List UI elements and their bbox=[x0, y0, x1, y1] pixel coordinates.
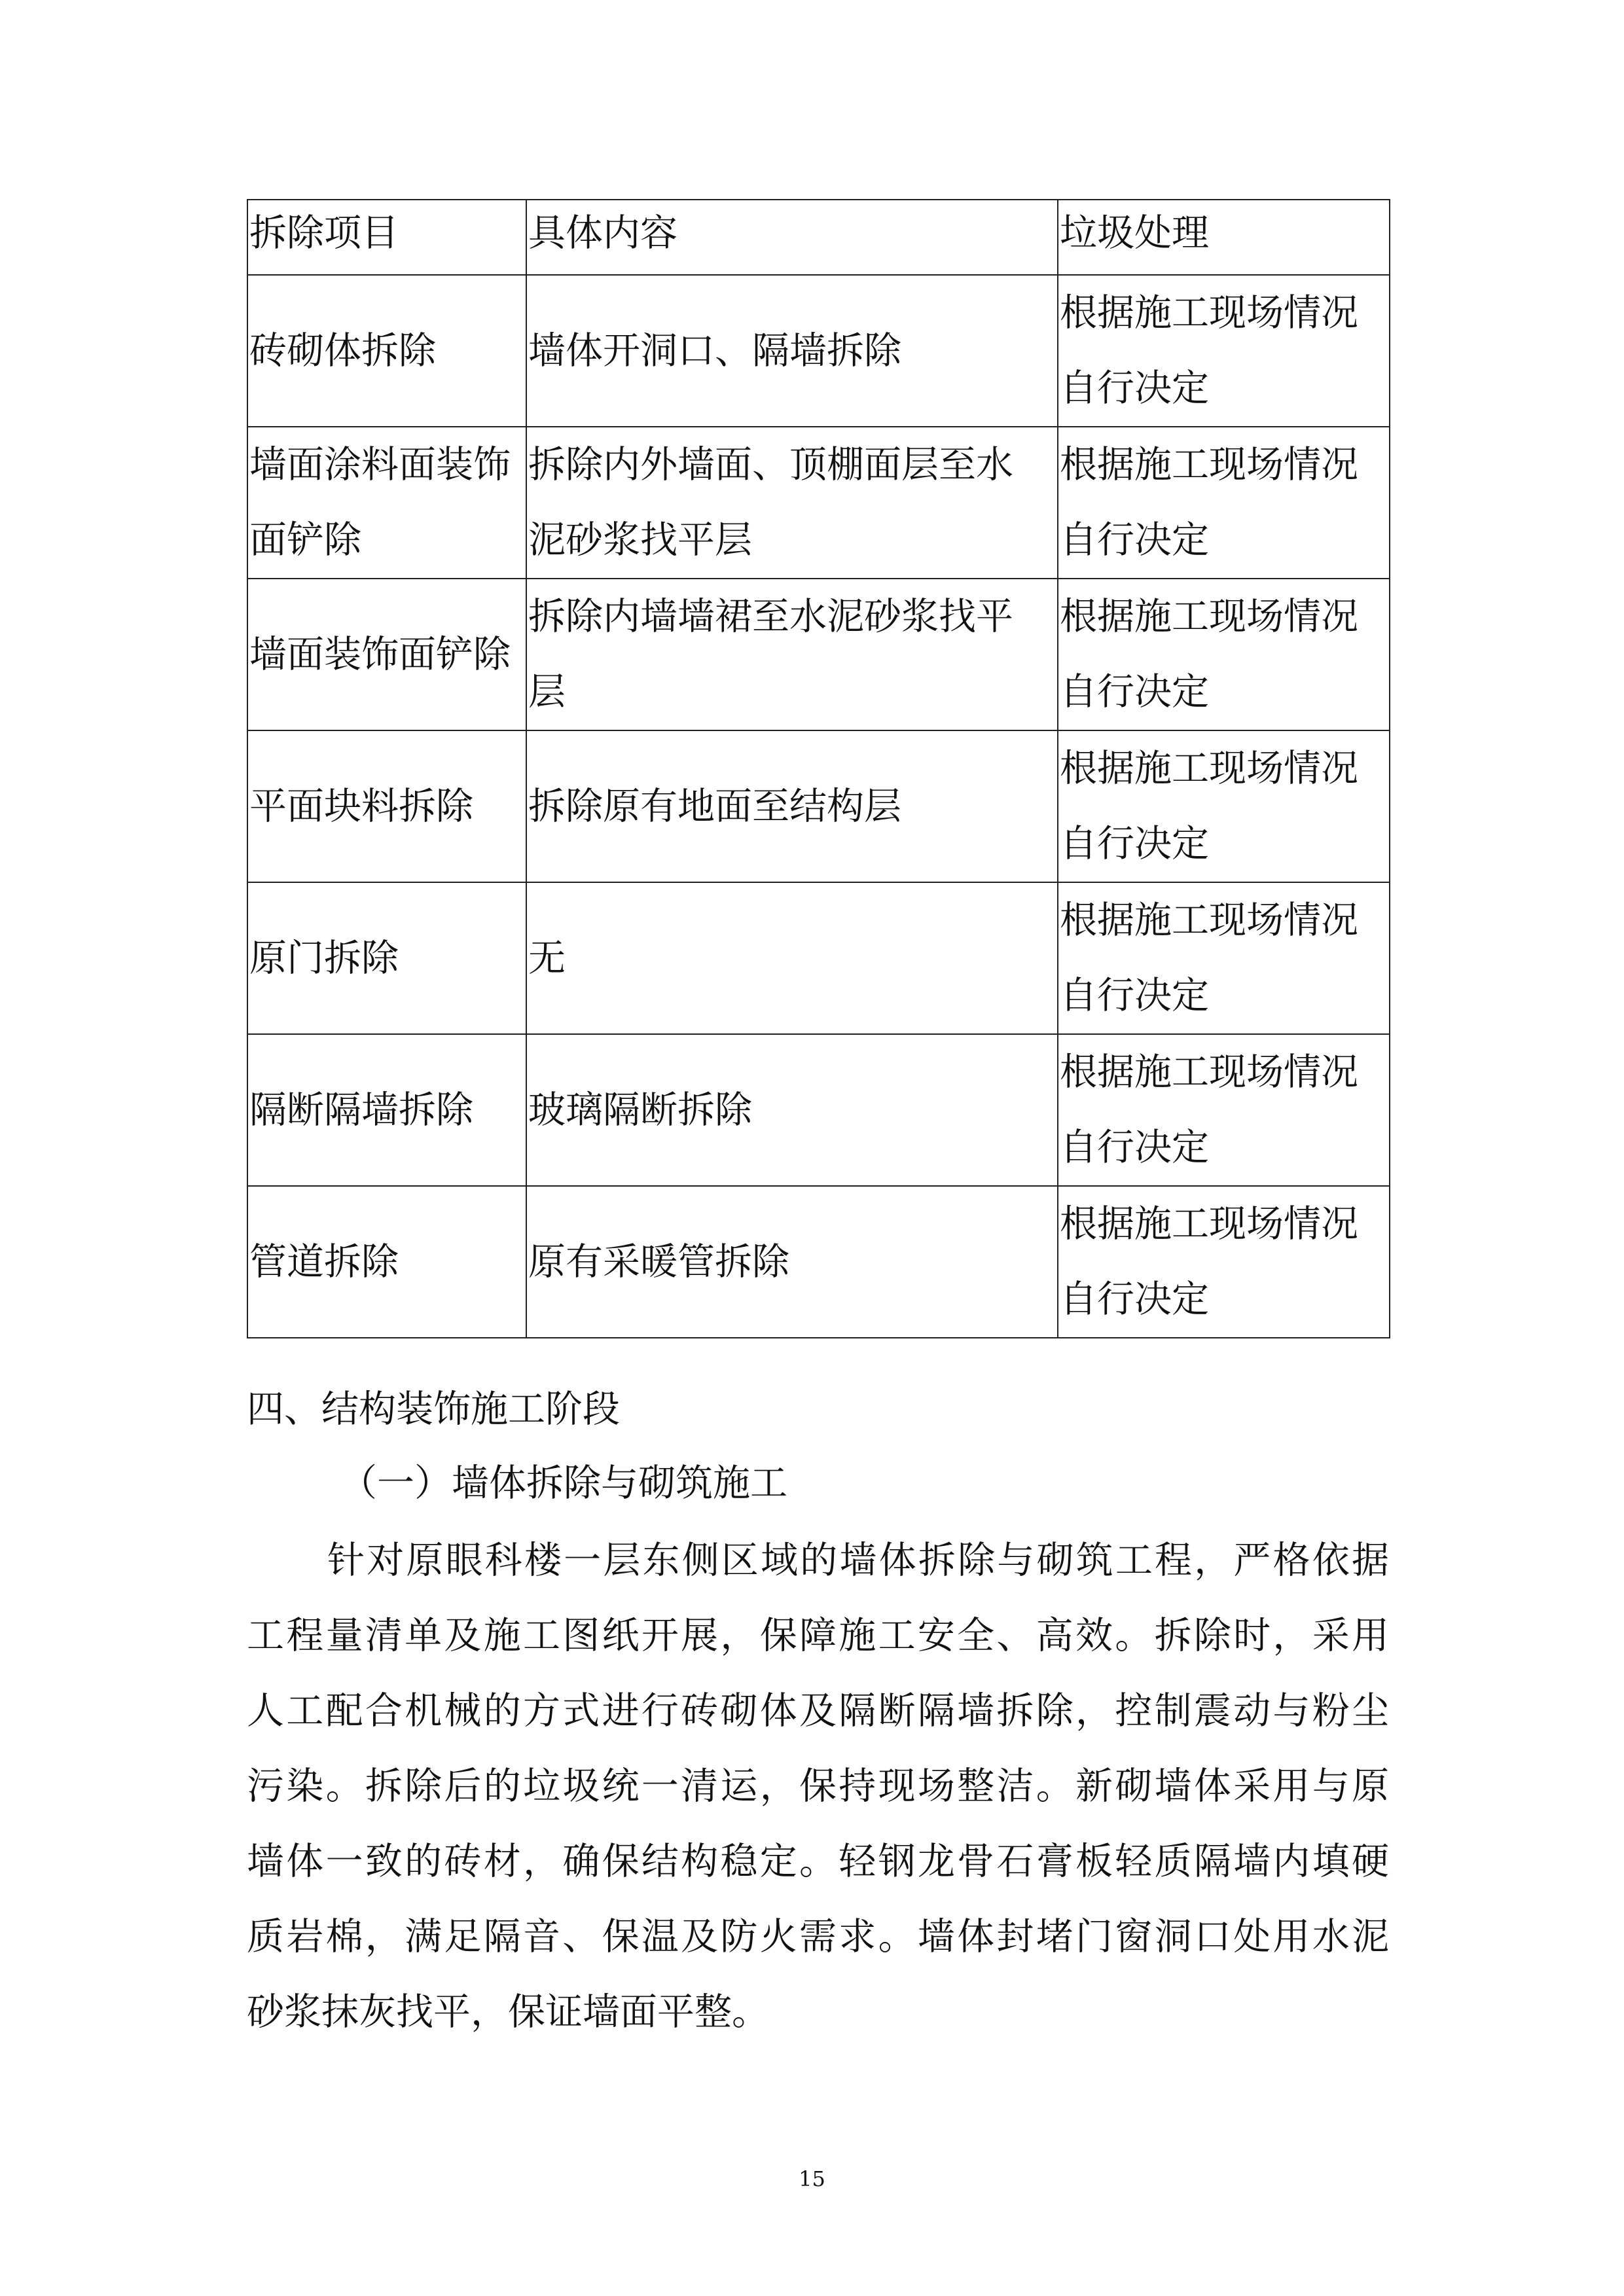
cell-line: 自行决定 bbox=[1060, 367, 1209, 410]
paragraph-line: 砂浆抹灰找平，保证墙面平整。 bbox=[247, 1990, 769, 2034]
cell-content bbox=[526, 882, 1058, 1034]
cell-line: 墙体开洞口、隔墙拆除 bbox=[528, 329, 901, 372]
paragraph-line: 工程量清单及施工图纸开展，保障施工安全、高效。拆除时，采用 bbox=[247, 1614, 1389, 1657]
cell-content bbox=[526, 1186, 1058, 1338]
cell-line: 根据施工现场情况 bbox=[1060, 899, 1358, 942]
paragraph-line: 人工配合机械的方式进行砖砌体及隔断隔墙拆除，控制震动与粉尘 bbox=[247, 1689, 1389, 1732]
cell-line: 层 bbox=[528, 670, 566, 713]
cell-line: 拆除内墙墙裙至水泥砂浆找平 bbox=[528, 595, 1013, 638]
table-row bbox=[247, 1034, 1390, 1186]
demolition-table bbox=[247, 199, 1390, 1338]
section-heading: 四、结构装饰施工阶段 bbox=[247, 1388, 620, 1431]
cell-line: 拆除原有地面至结构层 bbox=[528, 784, 901, 828]
cell-line: 根据施工现场情况 bbox=[1060, 443, 1358, 486]
cell-content bbox=[526, 730, 1058, 882]
cell-line: 根据施工现场情况 bbox=[1060, 595, 1358, 638]
cell-line: 玻璃隔断拆除 bbox=[528, 1088, 752, 1132]
cell-item bbox=[247, 730, 526, 882]
cell-line: 自行决定 bbox=[1060, 822, 1209, 865]
cell-line: 自行决定 bbox=[1060, 518, 1209, 562]
cell-line: 拆除内外墙面、顶棚面层至水 bbox=[528, 443, 1013, 486]
cell-content bbox=[526, 427, 1058, 579]
cell-disposal bbox=[1058, 882, 1390, 1034]
header-cell-item: 拆除项目 bbox=[247, 200, 526, 275]
cell-line: 自行决定 bbox=[1060, 670, 1209, 713]
cell-disposal bbox=[1058, 730, 1390, 882]
cell-item bbox=[247, 1034, 526, 1186]
cell-disposal bbox=[1058, 275, 1390, 427]
cell-line: 管道拆除 bbox=[249, 1240, 399, 1283]
cell-line: 根据施工现场情况 bbox=[1060, 747, 1358, 790]
paragraph-line: 墙体一致的砖材，确保结构稳定。轻钢龙骨石膏板轻质隔墙内填硬 bbox=[247, 1840, 1389, 1883]
cell-content bbox=[526, 579, 1058, 730]
paragraph-line: 针对原眼科楼一层东侧区域的墙体拆除与砌筑工程，严格依据 bbox=[327, 1539, 1389, 1582]
cell-line: 根据施工现场情况 bbox=[1060, 1050, 1358, 1094]
cell-line: 自行决定 bbox=[1060, 1126, 1209, 1169]
cell-line: 原有采暖管拆除 bbox=[528, 1240, 789, 1283]
table-row bbox=[247, 427, 1390, 579]
cell-line: 墙面涂料面装饰 bbox=[249, 443, 511, 486]
cell-line: 隔断隔墙拆除 bbox=[249, 1088, 473, 1132]
cell-item bbox=[247, 427, 526, 579]
cell-content bbox=[526, 275, 1058, 427]
cell-line: 原门拆除 bbox=[249, 936, 399, 980]
header-cell-content: 具体内容 bbox=[526, 200, 1058, 275]
page-number: 15 bbox=[799, 2166, 825, 2191]
table-row bbox=[247, 1186, 1390, 1338]
cell-line: 面铲除 bbox=[249, 518, 361, 562]
table-row bbox=[247, 275, 1390, 427]
table-row bbox=[247, 882, 1390, 1034]
table-header-row bbox=[247, 200, 1390, 275]
cell-disposal bbox=[1058, 1186, 1390, 1338]
cell-line: 无 bbox=[528, 936, 566, 980]
cell-content bbox=[526, 1034, 1058, 1186]
cell-line: 砖砌体拆除 bbox=[249, 329, 436, 372]
cell-line: 自行决定 bbox=[1060, 974, 1209, 1017]
paragraph-line: 污染。拆除后的垃圾统一清运，保持现场整洁。新砌墙体采用与原 bbox=[247, 1765, 1389, 1808]
cell-item bbox=[247, 1186, 526, 1338]
cell-disposal bbox=[1058, 579, 1390, 730]
cell-disposal bbox=[1058, 427, 1390, 579]
cell-line: 根据施工现场情况 bbox=[1060, 291, 1358, 334]
cell-line: 根据施工现场情况 bbox=[1060, 1202, 1358, 1246]
cell-line: 平面块料拆除 bbox=[249, 784, 473, 828]
cell-disposal bbox=[1058, 1034, 1390, 1186]
cell-item bbox=[247, 275, 526, 427]
cell-item bbox=[247, 882, 526, 1034]
cell-item bbox=[247, 579, 526, 730]
body-paragraph bbox=[247, 1523, 1389, 2050]
table-row bbox=[247, 730, 1390, 882]
paragraph-line: 质岩棉，满足隔音、保温及防火需求。墙体封堵门窗洞口处用水泥 bbox=[247, 1915, 1389, 1958]
cell-line: 墙面装饰面铲除 bbox=[249, 632, 511, 676]
header-cell-disposal: 垃圾处理 bbox=[1058, 200, 1390, 275]
cell-line: 自行决定 bbox=[1060, 1278, 1209, 1321]
table-row bbox=[247, 579, 1390, 730]
subsection-heading: （一）墙体拆除与砌筑施工 bbox=[340, 1462, 787, 1505]
cell-line: 泥砂浆找平层 bbox=[528, 518, 752, 562]
